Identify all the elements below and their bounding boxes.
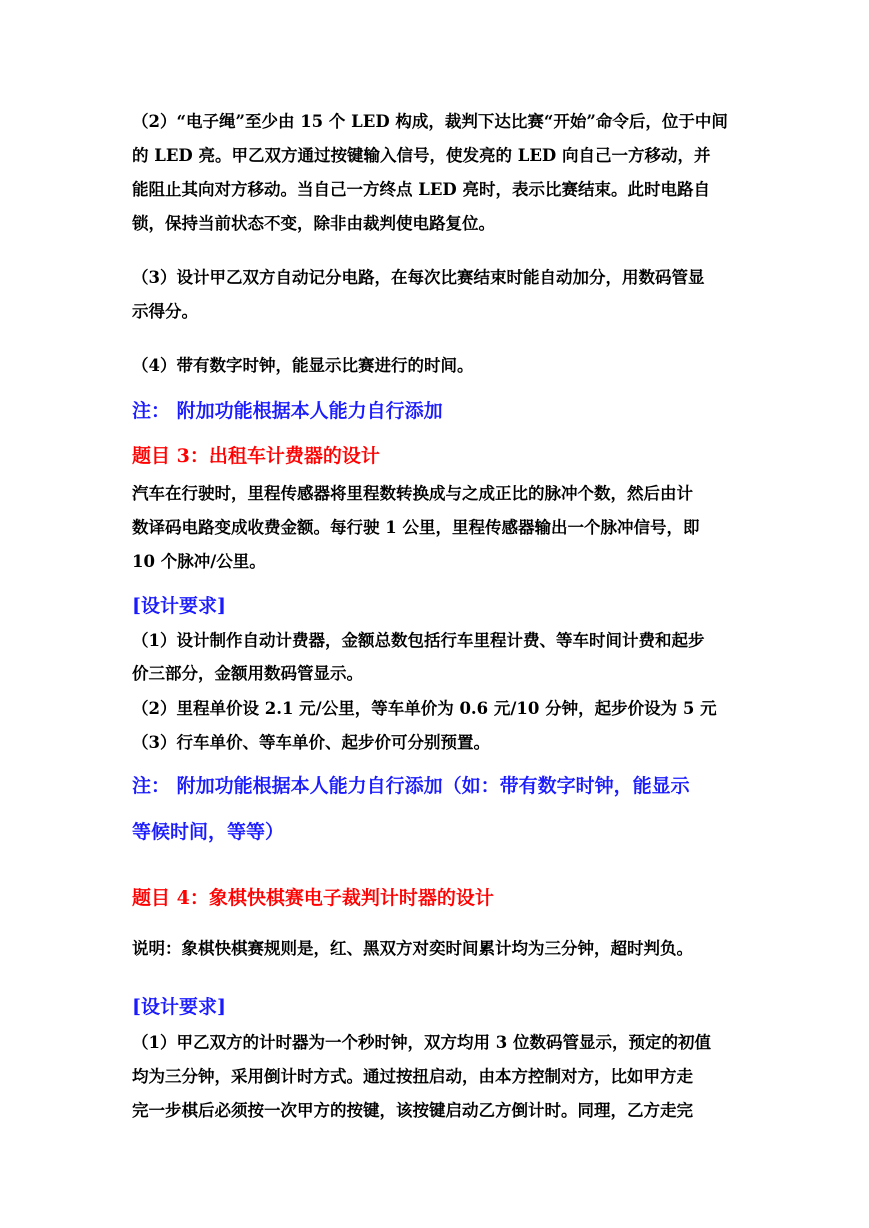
requirement-2-line-1: （2）“电子绳”至少由 15 个 LED 构成，裁判下达比赛“开始”命令后，位于中间 [132,112,728,131]
note-additional-features: 注： 附加功能根据本人能力自行添加 [132,400,443,422]
note-additional-features-line-2: 等候时间，等等） [132,821,285,843]
design-requirements-heading: [设计要求] [132,996,226,1018]
taxi-description-line-1: 汽车在行驶时，里程传感器将里程数转换成与之成正比的脉冲个数，然后由计 [132,484,693,503]
topic-4-title: 题目 4：象棋快棋赛电子裁判计时器的设计 [132,887,494,909]
taxi-requirement-1-line-2: 价三部分，金额用数码管显示。 [132,664,363,683]
requirement-2-line-3: 能阻止其向对方移动。当自己一方终点 LED 亮时，表示比赛结束。此时电路自 [132,180,710,199]
design-requirements-heading: [设计要求] [132,595,226,617]
taxi-requirement-2: （2）里程单价设 2.1 元/公里，等车单价为 0.6 元/10 分钟，起步价设为 5 元 [132,699,717,718]
requirement-4-line-1: （4）带有数字时钟，能显示比赛进行的时间。 [132,356,474,375]
topic-3-title: 题目 3：出租车计费器的设计 [132,445,380,467]
chess-description: 说明：象棋快棋赛规则是，红、黑双方对奕时间累计均为三分钟，超时判负。 [132,939,693,958]
requirement-3-line-1: （3）设计甲乙双方自动记分电路，在每次比赛结束时能自动加分，用数码管显 [132,268,705,287]
chess-requirement-1-line-2: 均为三分钟，采用倒计时方式。通过按扭启动，由本方控制对方，比如甲方走 [132,1067,693,1086]
chess-requirement-1-line-1: （1）甲乙双方的计时器为一个秒时钟，双方均用 3 位数码管显示，预定的初值 [132,1033,711,1052]
requirement-2-line-2: 的 LED 亮。甲乙双方通过按键输入信号，使发亮的 LED 向自己一方移动，并 [132,146,711,165]
taxi-requirement-3: （3）行车单价、等车单价、起步价可分别预置。 [132,733,490,752]
requirement-3-line-2: 示得分。 [132,302,198,321]
chess-requirement-1-line-3: 完一步棋后必须按一次甲方的按键，该按键启动乙方倒计时。同理，乙方走完 [132,1101,693,1120]
taxi-description-line-3: 10 个脉冲/公里。 [132,552,266,571]
note-additional-features-line-1: 注： 附加功能根据本人能力自行添加（如：带有数字时钟，能显示 [132,775,690,797]
requirement-2-line-4: 锁，保持当前状态不变，除非由裁判使电路复位。 [132,214,495,233]
taxi-requirement-1-line-1: （1）设计制作自动计费器，金额总数包括行车里程计费、等车时间计费和起步 [132,631,705,650]
taxi-description-line-2: 数译码电路变成收费金额。每行驶 1 公里，里程传感器输出一个脉冲信号，即 [132,518,700,537]
